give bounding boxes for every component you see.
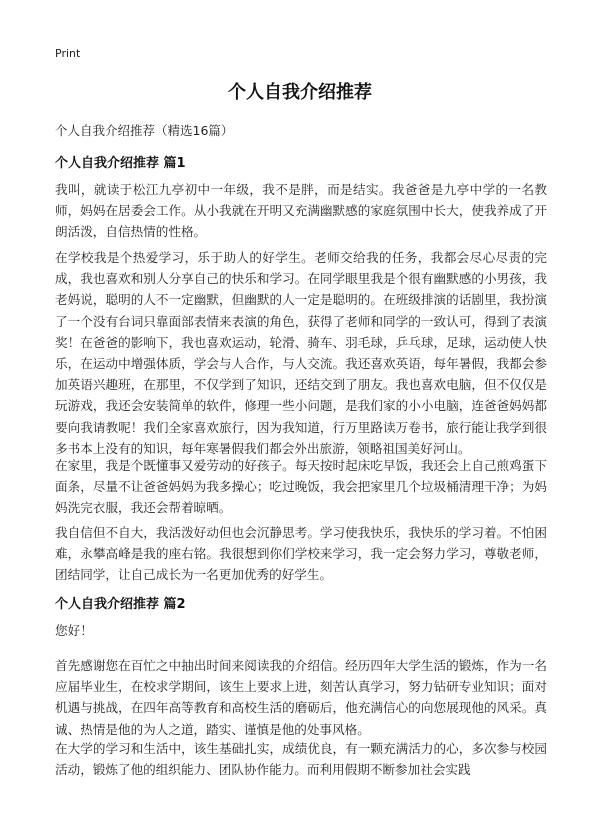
section-1-paragraph-1: 我叫，就读于松江九亭初中一年级，我不是胖，而是结实。我爸爸是九亭中学的一名教师，妈妈在居委会工作。从小我就在开明又充满幽默感的家庭氛围中长大，使我养成了开朗活泼，自信热情的性格。 bbox=[55, 182, 547, 240]
page-title: 个人自我介绍推荐 bbox=[228, 82, 372, 103]
section-1-paragraph-2: 在学校我是个热爱学习，乐于助人的好学生。老师交给我的任务，我都会尽心尽责的完成，我也喜欢和别人分享自己的快乐和学习。在同学眼里我是个很有幽默感的小男孩，我老妈说，聪明的人不一定幽默，但幽默的人一定是聪明的。在班级排演的话剧里，我扮演了一个没有台词只靠面部表情来表演的角色，获得了老师和同学的一致认可，得到了表演奖！在爸爸的影响下，我也喜欢运动，轮滑、骑车、羽毛球，乒乓球，足球，运动使人快乐，在运动中增强体质，学会与人合作，与人交流。我还喜欢英语，每年暑假，我都会参加英语兴趣班，在那里，不仅学到了知识，还结交到了朋友。我也喜欢电脑，但不仅仅是玩游戏，我还会安装简单的软件，修理一些小问题，是我们家的小小电脑，连爸爸妈妈都要向我请教呢！我们全家喜欢旅行，因为我知道，行万里路读万卷书，旅行能让我学到很多书本上没有的知识，每年寒暑假我们都会外出旅游，领略祖国美好河山。 bbox=[55, 250, 547, 456]
section-2-heading: 个人自我介绍推荐 篇2 bbox=[55, 597, 186, 612]
section-1-heading: 个人自我介绍推荐 篇1 bbox=[55, 156, 186, 171]
section-2-paragraph-3: 在大学的学习和生活中，该生基础扎实，成绩优良，有一颗充满活力的心，多次参与校园活动，锻炼了他的组织能力、团队协作能力。而利用假期不断参加社会实践 bbox=[55, 741, 547, 778]
section-2-paragraph-1: 您好！ bbox=[55, 623, 93, 638]
section-2-paragraph-2: 首先感谢您在百忙之中抽出时间来阅读我的介绍信。经历四年大学生活的锻炼，作为一名应届毕业生，在校求学期间，该生上要求上进，刻苦认真学习，努力钻研专业知识；面对机遇与挑战，在四年高等教育和高校生活的磨砺后，他充满信心的向您展现他的风采。真诚、热情是他的为人之道，踏实、谨慎是他的处事风格。 bbox=[55, 658, 547, 737]
section-1-paragraph-3: 在家里，我是个既懂事又爱劳动的好孩子。每天按时起床吃早饭，我还会上自己煎鸡蛋下面条，尽量不让爸爸妈妈为我多操心；吃过晚饭，我会把家里几个垃圾桶清理干净；为妈妈洗完衣服，我还会帮着晾晒。 bbox=[55, 458, 547, 516]
section-1-paragraph-4: 我自信但不自大，我活泼好动但也会沉静思考。学习使我快乐，我快乐的学习着。不怕困难，永攀高峰是我的座右铭。我很想到你们学校来学习，我一定会努力学习，尊敬老师，团结同学，让自己成长为一名更加优秀的好学生。 bbox=[55, 525, 547, 583]
document-subtitle: 个人自我介绍推荐（精选16篇） bbox=[55, 123, 234, 138]
print-link[interactable]: Print bbox=[55, 47, 81, 60]
